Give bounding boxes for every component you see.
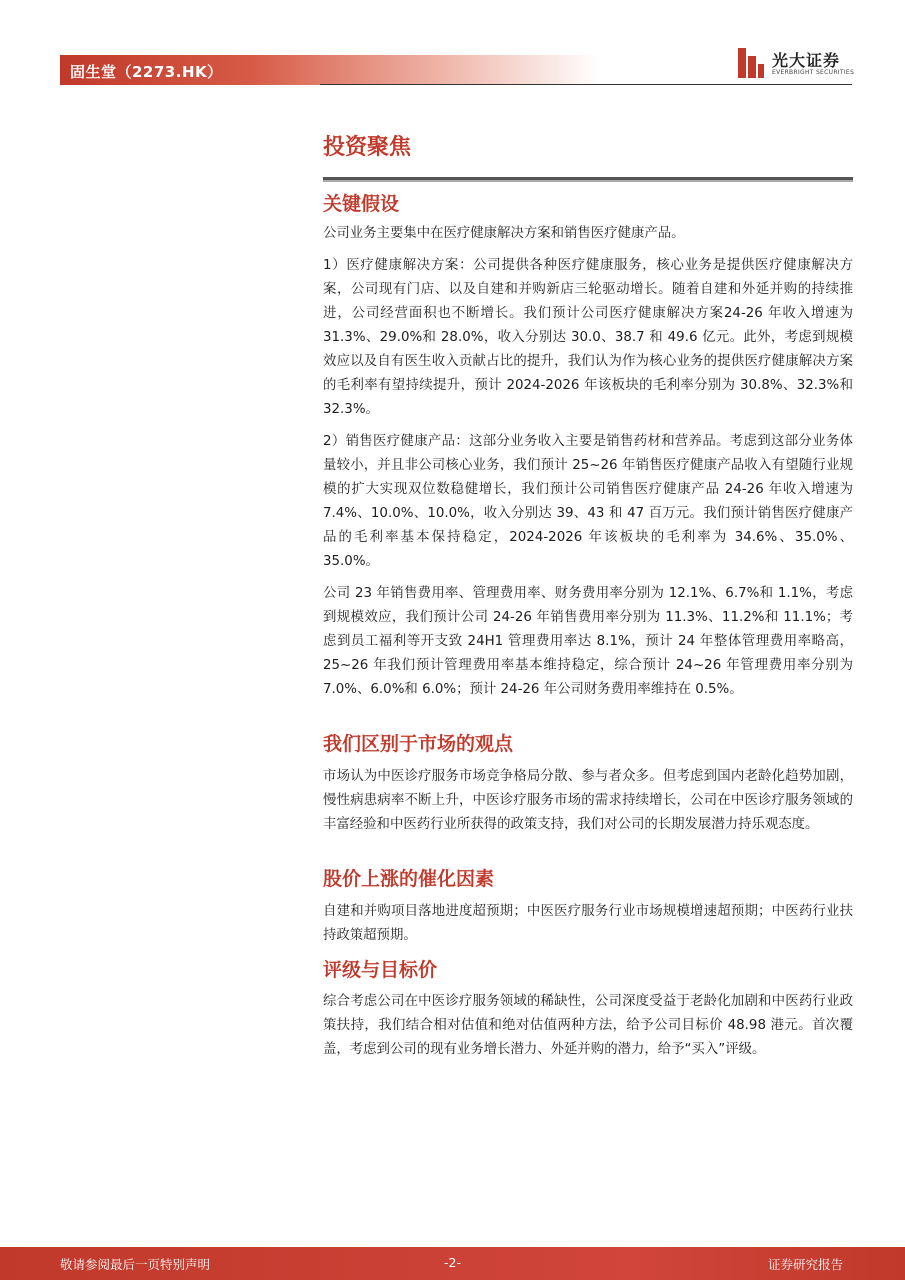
paragraph: 综合考虑公司在中医诊疗服务领域的稀缺性，公司深度受益于老龄化加剧和中医药行业政策扶持，我们结合相对估值和绝对估值两种方法，给予公司目标价 48.98 港元。首次覆盖，考虑到公司的现有业务增长潜力、外延并购的潜力，给予“买入”评级。	[323, 994, 853, 1058]
paragraph: 公司业务主要集中在医疗健康解决方案和销售医疗健康产品。	[323, 226, 685, 242]
logo-english-name: EVERBRIGHT SECURITIES	[772, 69, 855, 76]
header-divider	[320, 84, 852, 85]
paragraph: 1）医疗健康解决方案：公司提供各种医疗健康服务，核心业务是提供医疗健康解决方案，公司现有门店、以及自建和并购新店三轮驱动增长。随着自建和外延并购的持续推进，公司经营面积也不断增长。我们预计公司医疗健康解决方案24-26 年收入增速为 31.3%、29.0%和 28.0%，收入分别达 30.0、38.7 和 49.6 亿元。此外，考虑到规模效应以及自有医生收入贡献占比的提升，我们认为作为核心业务的提供医疗健康解决方案的毛利率有望持续提升，预计 2024-2026 年该板块的毛利率分别为 30.8%、32.3%和 32.3%。	[323, 258, 853, 418]
paragraph: 2）销售医疗健康产品：这部分业务收入主要是销售药材和营养品。考虑到这部分业务体量较小，并且非公司核心业务，我们预计 25~26 年销售医疗健康产品收入有望随行业规模的扩大实现双位数稳健增长，我们预计公司销售医疗健康产品 24-26 年收入增速为 7.4%、10.0%、10.0%，收入分别达 39、43 和 47 百万元。我们预计销售医疗健康产品的毛利率基本保持稳定，2024-2026 年该板块的毛利率为 34.6%、35.0%、35.0%。	[323, 434, 853, 570]
main-content	[323, 134, 853, 1062]
footer-report-type: 证券研究报告	[767, 1257, 843, 1272]
section-differentiated-view	[323, 732, 853, 837]
everbright-logo-icon	[736, 46, 766, 80]
section-heading: 关键假设	[323, 192, 400, 215]
title-divider	[323, 177, 853, 182]
paragraph: 公司 23 年销售费用率、管理费用率、财务费用率分别为 12.1%、6.7%和 1.1%，考虑到规模效应，我们预计公司 24-26 年销售费用率分别为 11.3%、11.2%和 11.1%；考虑到员工福利等开支致 24H1 管理费用率达 8.1%，预计 24 年整体管理费用率略高，25~26 年我们预计管理费用率基本维持稳定，综合预计 24~26 年管理费用率分别为 7.0%、6.0%和 6.0%；预计 24-26 年公司财务费用率维持在 0.5%。	[323, 586, 853, 698]
section-catalysts	[323, 867, 853, 948]
section-rating-target	[323, 958, 853, 1063]
brand-logo	[736, 46, 856, 80]
page-title: 投资聚焦	[323, 135, 412, 160]
paragraph: 市场认为中医诊疗服务市场竞争格局分散、参与者众多。但考虑到国内老龄化趋势加剧，慢性病患病率不断上升，中医诊疗服务市场的需求持续增长，公司在中医诊疗服务领域的丰富经验和中医药行业所获得的政策支持，我们对公司的长期发展潜力持乐观态度。	[323, 768, 853, 832]
section-heading: 股价上涨的催化因素	[323, 867, 495, 890]
paragraph: 自建和并购项目落地进度超预期；中医医疗服务行业市场规模增速超预期；中医药行业扶持政策超预期。	[323, 903, 853, 943]
page-number: -2-	[444, 1255, 461, 1270]
section-key-assumptions	[323, 192, 853, 703]
logo-chinese-name: 光大证券	[772, 51, 841, 70]
report-company-title: 固生堂（2273.HK）	[70, 63, 223, 81]
section-heading: 评级与目标价	[323, 958, 438, 981]
section-heading: 我们区别于市场的观点	[323, 733, 514, 756]
footer-disclaimer-note: 敬请参阅最后一页特别声明	[60, 1257, 211, 1272]
